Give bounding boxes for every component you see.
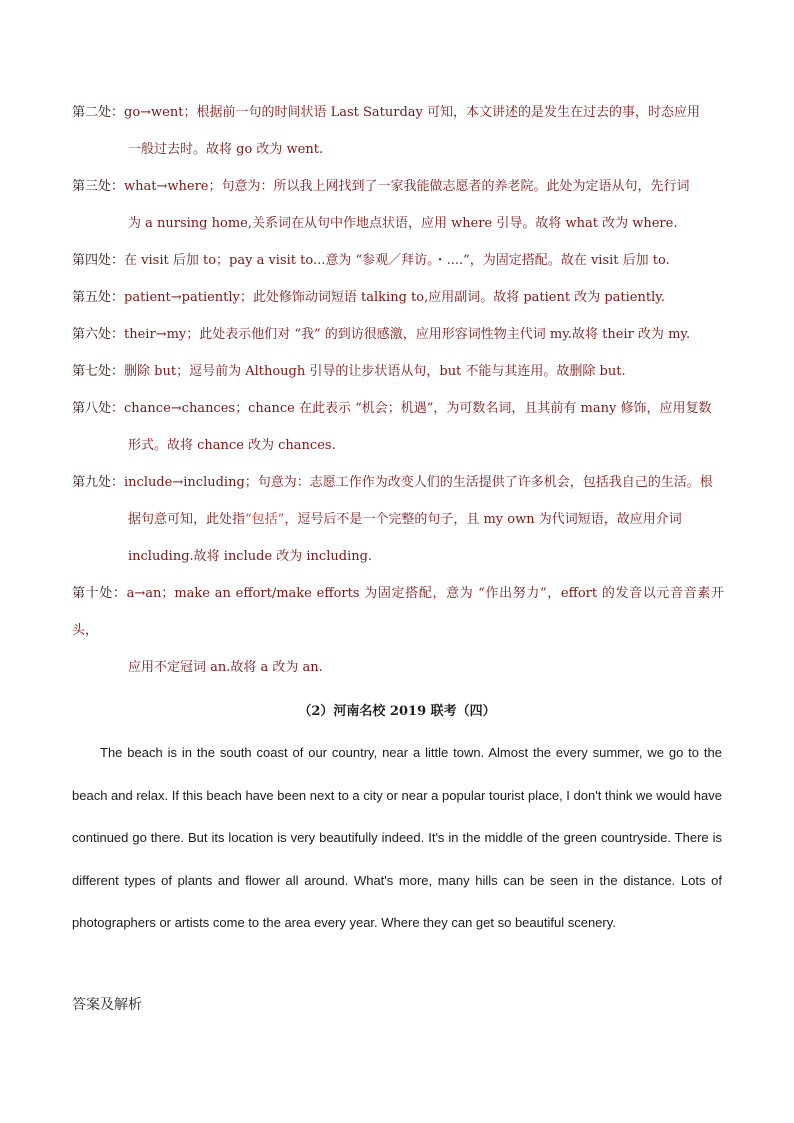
note-text: go→went；根据前一句的时间状语 Last Saturday 可知，本文讲述的是发生在过去的事，时态应用 (124, 105, 701, 120)
note-highlight: “包括” (245, 512, 285, 527)
note-label: 第九处： (72, 475, 125, 490)
correction-note-4 (72, 242, 724, 279)
note-text: chance→chances；chance 在此表示 “机会；机遇”，为可数名词，且其前有 many 修饰，应用复数 (124, 401, 712, 416)
note-text: a→an；make an effort/make efforts 为固定搭配，意为 “作出努力”，effort 的发音以元音音素开头， (72, 586, 724, 638)
correction-note-3 (72, 168, 724, 242)
note-text: what→where；句意为：所以我上网找到了一家我能做志愿者的养老院。此处为定语从句，先行词 (124, 179, 690, 194)
note-text: their→my；此处表示他们对 “我” 的到访很感激，应用形容词性物主代词 my.故将 their 改为 my. (124, 327, 691, 342)
note-continuation: 为 a nursing home,关系词在从句中作地点状语，应用 where 引导。故将 what 改为 where. (128, 216, 678, 231)
note-label: 第三处： (72, 179, 125, 194)
note-cont-pre: 据句意可知，此处指 (128, 512, 246, 527)
note-continuation: 形式。故将 chance 改为 chances. (128, 438, 336, 453)
correction-note-2 (72, 94, 724, 168)
note-continuation (72, 501, 724, 538)
note-label: 第四处： (72, 253, 125, 268)
correction-note-9 (72, 464, 724, 575)
correction-note-6 (72, 316, 724, 353)
note-label: 第七处： (72, 364, 125, 379)
note-text: 在 visit 后加 to；pay a visit to...意为 “参观／拜访。・....”，为固定搭配。故在 visit 后加 to. (124, 253, 670, 268)
correction-note-7 (72, 353, 724, 390)
correction-note-8 (72, 390, 724, 464)
note-label: 第十处： (72, 586, 127, 601)
note-continuation-2: including.故将 include 改为 including. (128, 549, 373, 564)
note-continuation: 一般过去时。故将 go 改为 went. (128, 142, 324, 157)
note-text: patient→patiently；此处修饰动词短语 talking to,应用副词。故将 patient 改为 patiently. (124, 290, 666, 305)
note-label: 第二处： (72, 105, 125, 120)
note-label: 第八处： (72, 401, 125, 416)
note-text: include→including；句意为：志愿工作作为改变人们的生活提供了许多机会，包括我自己的生活。根 (124, 475, 713, 490)
note-label: 第五处： (72, 290, 125, 305)
section-title: （2）河南名校 2019 联考（四） (298, 704, 496, 719)
note-label: 第六处： (72, 327, 125, 342)
note-text: 删除 but；逗号前为 Although 引导的让步状语从句，but 不能与其连用。故删除 but. (124, 364, 626, 379)
note-cont-post: ，逗号后不是一个完整的句子，且 my own 为代词短语，故应用介词 (284, 512, 682, 527)
correction-note-5 (72, 279, 724, 316)
passage-paragraph: The beach is in the south coast of our country, near a little town. Almost the every summer, we go to the beach and relax. If this beach have been next to a city or near a popular tourist place, I don't think we would have continued go there. But its location is very beautifully indeed. It's in the middle of the green countryside. There is different types of plants and flower all around. What's more, many hills can be seen in the distance. Lots of photographers or artists come to the area every year. Where they can get so beautiful scenery. (72, 745, 722, 930)
answers-heading: 答案及解析 (72, 997, 142, 1013)
note-continuation: 应用不定冠词 an.故将 a 改为 an. (128, 660, 323, 675)
correction-note-10 (72, 575, 724, 686)
